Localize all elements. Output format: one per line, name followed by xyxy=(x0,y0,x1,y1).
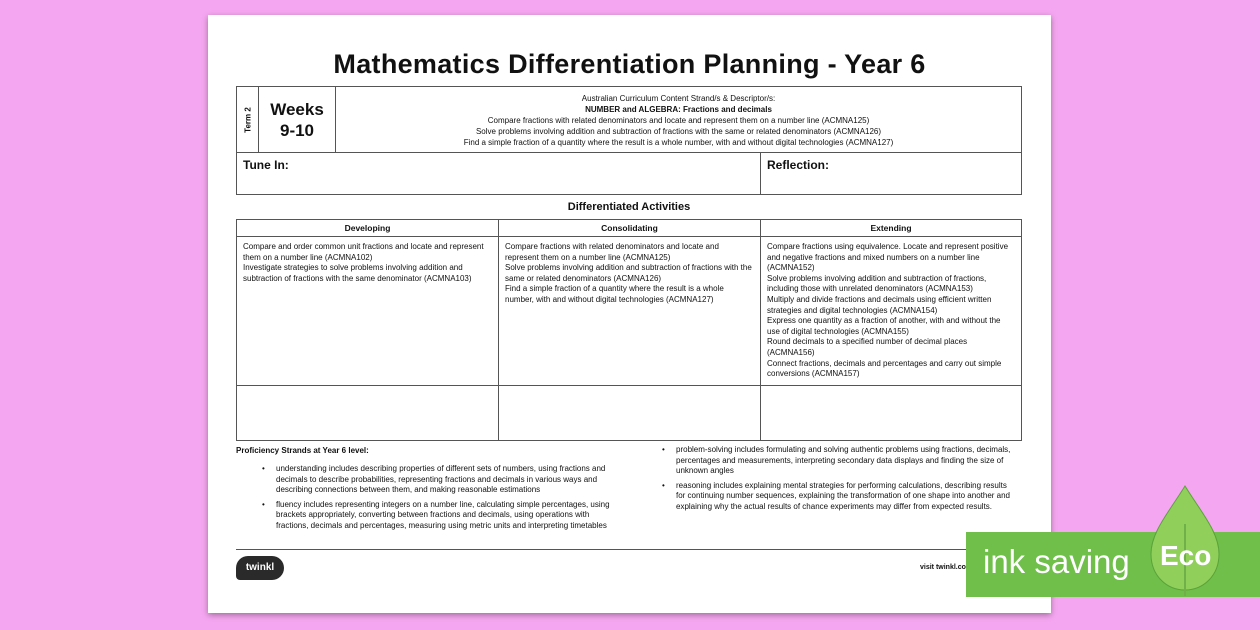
column-header-consolidating: Consolidating xyxy=(498,219,761,237)
developing-cell xyxy=(236,236,499,386)
eco-label: Eco xyxy=(1160,540,1212,571)
differentiated-heading: Differentiated Activities xyxy=(567,201,691,213)
proficiency-item-fluency: • fluency includes representing integers on a number line, calculating simple percentages, using brackets appropriately, converting between fractions and decimals, using operations with fractions, decimals and percentages, measuring using metric units and interpreting timetables xyxy=(262,500,614,532)
footer-divider xyxy=(236,549,1022,550)
activity-item: Find a simple fraction of a quantity where the result is a whole number, with and without digital technologies (ACMNA127) xyxy=(505,284,724,304)
curriculum-heading: Australian Curriculum Content Strand/s & Descriptor/s: xyxy=(581,94,776,103)
activity-item: Express one quantity as a fraction of another, with and without the use of digital technologies (ACMNA155) xyxy=(767,316,1001,336)
activity-item: Round decimals to a specified number of decimal places (ACMNA156) xyxy=(767,337,968,357)
blank-cell-consolidating xyxy=(498,385,761,441)
visit-link[interactable]: visit twinkl.co xyxy=(920,564,966,571)
activity-item: Compare fractions with related denominators and locate and represent them on a number line (ACMNA125) xyxy=(505,242,719,262)
extending-cell xyxy=(760,236,1022,386)
blank-cell-extending xyxy=(760,385,1022,441)
activity-item: Compare fractions using equivalence. Locate and represent positive and negative fractions and mixed numbers on a number line (ACMNA152) xyxy=(767,242,1009,273)
column-header-extending: Extending xyxy=(760,219,1022,237)
proficiency-heading: Proficiency Strands at Year 6 level: xyxy=(236,446,369,455)
term-label: Term 2 xyxy=(243,106,252,133)
curriculum-item: Find a simple fraction of a quantity where the result is a whole number, with and without digital technologies (ACMNA127) xyxy=(463,138,894,147)
curriculum-strand: NUMBER and ALGEBRA: Fractions and decimals xyxy=(585,105,772,114)
term-cell xyxy=(236,86,259,153)
activity-item: Solve problems involving addition and subtraction of fractions, including those with unrelated denominators (ACMNA153) xyxy=(767,273,987,294)
ink-saving-label: ink saving xyxy=(983,543,1130,580)
activity-item: Connect fractions, decimals and percentages and carry out simple conversions (ACMNA157) xyxy=(767,358,1002,379)
consolidating-cell xyxy=(498,236,761,386)
tune-in-label: Tune In: xyxy=(243,158,289,172)
curriculum-item: Compare fractions with related denominators and locate and represent them on a number line (ACMNA125) xyxy=(487,116,870,125)
tune-in-box xyxy=(236,152,761,195)
curriculum-cell xyxy=(335,86,1022,153)
blank-cell-developing xyxy=(236,385,499,441)
activity-item: Investigate strategies to solve problems involving addition and subtraction of fractions with the same denominator (ACMNA103) xyxy=(243,263,472,283)
activity-item: Multiply and divide fractions and decimals using efficient written strategies and digital technologies (ACMNA154) xyxy=(767,294,992,315)
proficiency-list-left xyxy=(262,464,614,536)
activity-item: Solve problems involving addition and subtraction of fractions with the same or related denominators (ACMNA126) xyxy=(505,263,752,283)
reflection-label: Reflection: xyxy=(767,158,830,172)
page-title: Mathematics Differentiation Planning - Year 6 xyxy=(333,49,926,79)
weeks-label: Weeks xyxy=(270,100,324,119)
twinkl-logo: twinkl xyxy=(236,556,284,580)
proficiency-item-problem-solving: • problem-solving includes formulating and solving authentic problems using fractions, decimals, percentages and measurements, interpreting secondary data displays and finding the size of unknown angles xyxy=(662,445,1017,477)
weeks-cell xyxy=(258,86,336,153)
proficiency-item-understanding: • understanding includes describing properties of different sets of numbers, using fractions and decimals to describe probabilities, representing fractions and decimals in various ways and describing connections between them, and making reasonable estimations xyxy=(262,464,614,496)
curriculum-item: Solve problems involving addition and subtraction of fractions with the same or related denominators (ACMNA126) xyxy=(475,127,882,136)
column-header-developing: Developing xyxy=(236,219,499,237)
activity-item: Compare and order common unit fractions and locate and represent them on a number line (ACMNA102) xyxy=(243,242,484,262)
proficiency-item-reasoning: • reasoning includes explaining mental strategies for performing calculations, describing results for continuing number sequences, explaining the transformation of one shape into another and explaining why the actual results of chance experiments may differ from expected results. xyxy=(662,481,1017,513)
weeks-range: 9-10 xyxy=(279,121,315,140)
reflection-box xyxy=(760,152,1022,195)
proficiency-list-right xyxy=(662,445,1017,517)
